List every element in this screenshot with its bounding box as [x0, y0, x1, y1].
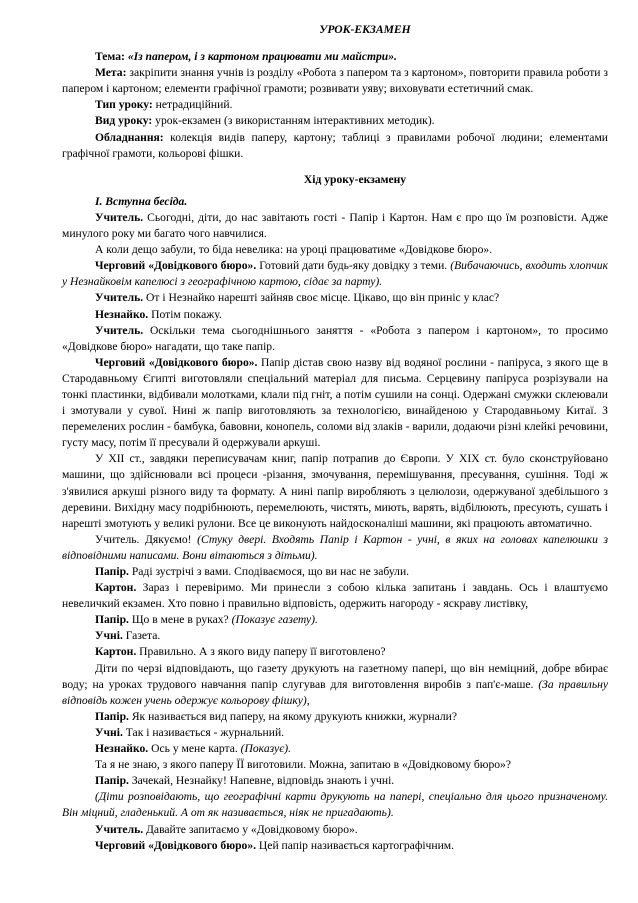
- dialog-text: Оскільки тема сьогоднішнього заняття - «Робота з папером і картоном», то просимо «Довідкове бюро» нагадати, що таке папір.: [62, 323, 608, 353]
- lesson-kind-value: урок-екзамен (з використанням інтерактивних методик).: [155, 114, 435, 128]
- dialog: [62, 210, 608, 854]
- speaker-label: Учитель.: [95, 210, 144, 224]
- dialog-paragraph: [62, 661, 608, 709]
- speaker-label: Картон.: [95, 645, 137, 659]
- speaker-label: Папір.: [95, 565, 129, 578]
- speaker-label: Учитель.: [95, 323, 144, 337]
- lesson-kind-label: Вид уроку:: [95, 114, 153, 128]
- speaker-label: Учитель.: [95, 291, 144, 305]
- dialog-paragraph: [62, 612, 608, 628]
- stage-remark: (Показує газету).: [231, 613, 318, 627]
- lesson-type-label: Тип уроку:: [95, 98, 153, 112]
- speaker-label: Незнайко.: [95, 307, 149, 321]
- dialog-paragraph: [62, 741, 608, 757]
- dialog-text: Готовий дати будь-яку довідку з теми.: [259, 259, 448, 273]
- speaker-label: Черговий «Довідкового бюро».: [95, 259, 257, 273]
- dialog-paragraph: [62, 725, 608, 741]
- dialog-text: Та я не знаю, з якого паперу ЇЇ виготовили. Можна, запитаю в «Довідковому бюро»?: [95, 758, 511, 772]
- stage-remark: (Діти розповідають, що географічні карти друкують на папері, спеціально для цього призначеному. Він міцний, гладенький. А от як називається, ніяк не пригадають).: [62, 790, 608, 820]
- stage-remark: (За правильну відповідь кожен учень одержує кольорову фішку),: [62, 677, 608, 707]
- dialog-paragraph: [62, 644, 608, 660]
- dialog-text: Як називається вид паперу, на якому друкують книжки, журнали?: [131, 709, 457, 723]
- dialog-text: Потім покажу.: [151, 307, 222, 321]
- speaker-label: Незнайко.: [95, 742, 149, 756]
- dialog-text: Так і називається - журнальний.: [125, 725, 285, 739]
- equipment-label: Обладнання:: [95, 130, 164, 144]
- dialog-text: Учитель. Дякуємо!: [95, 532, 192, 546]
- dialog-text: Сьогодні, діти, до нас завітають гості - Папір і Картон. Нам є про що їм розповісти. Адже минулого року ми багато чого навчилися.: [62, 210, 608, 241]
- dialog-text: Зараз і перевіримо. Ми принесли з собою кілька запитань і завдань. Ось і влаштуємо невеличкий екзамен. Хто повно і правильно відповість, одержить нагороду - яскраву листівку,: [62, 581, 608, 611]
- speaker-label: Черговий «Довідкового бюро».: [95, 355, 258, 369]
- dialog-text: Раді зустрічі з вами. Сподіваємося, що ви нас не забули.: [131, 565, 410, 578]
- goal-value: закріпити знання учнів із розділу «Робота з папером та з картоном», повторити правила роботи з папером і картоном; елементи графічної грамоти; розвивати уяву; виховувати естетичний смак.: [62, 66, 608, 96]
- dialog-paragraph: [62, 258, 608, 290]
- dialog-text: От і Незнайко нарешті зайняв своє місце. Цікаво, що він приніс у клас?: [146, 291, 500, 305]
- speaker-label: Папір.: [95, 709, 129, 723]
- dialog-paragraph: [62, 757, 608, 773]
- dialog-paragraph: [62, 307, 608, 323]
- speaker-label: Черговий «Довідкового бюро».: [95, 838, 257, 852]
- dialog-text: Правильно. А з якого виду паперу її виготовлено?: [139, 645, 386, 659]
- dialog-text: Ось у мене карта.: [151, 742, 238, 756]
- goal-label: Мета:: [95, 66, 127, 80]
- speaker-label: Учитель.: [95, 822, 144, 836]
- dialog-paragraph: [62, 628, 608, 644]
- dialog-paragraph: [62, 789, 608, 821]
- dialog-text: А коли дещо забули, то біда невелика: на уроці працюватиме «Довідкове бюро».: [95, 243, 493, 257]
- dialog-text: У XII ст., завдяки переписувачам книг, папір потрапив до Європи. У XIX ст. було сконструйовано машини, що здійснювали всі процеси -різання, змочування, перемішування, пресування, сушіння. Тоді ж з'явилися аркуші різного виду та формату. А нині папір виробляють з целюлози, одержуваної здебільшого з деревини. Вихідну масу подрібнюють, перемелюють, чистять, миють, варять, відбілюють, пресують, сушать і нарешті змотують у великі рулони. Все це виконують найдосконаліші машини, які працюють автоматично.: [62, 452, 608, 530]
- dialog-paragraph: [62, 290, 608, 306]
- dialog-paragraph: [62, 580, 608, 612]
- dialog-paragraph: [62, 838, 608, 854]
- course-title: Хід уроку-екзамену: [303, 172, 407, 186]
- lesson-type-line: [62, 97, 608, 113]
- lesson-type-value: нетрадиційний.: [155, 98, 233, 112]
- dialog-text: Давайте запитаємо у «Довідковому бюро».: [146, 822, 358, 836]
- dialog-paragraph: [62, 355, 608, 452]
- dialog-text: Цей папір називається картографічним.: [258, 838, 455, 852]
- dialog-text: Що в мене в руках?: [131, 613, 229, 627]
- document-title: УРОК-ЕКЗАМЕН: [319, 23, 411, 36]
- speaker-label: Папір.: [95, 613, 129, 627]
- speaker-label: Картон.: [95, 581, 137, 595]
- topic-line: [62, 49, 608, 65]
- dialog-text: Газета.: [125, 629, 161, 643]
- dialog-text: Зачекай, Незнайку! Напевне, відповідь знають і учні.: [131, 774, 395, 788]
- dialog-paragraph: [62, 532, 608, 564]
- dialog-paragraph: [62, 451, 608, 531]
- dialog-paragraph: [62, 210, 608, 242]
- stage-remark: (Показує).: [240, 742, 292, 756]
- stage-remark: (Вибачаючись, входить хлопчик у Незнайковім капелюсі з географічною картою, сідає за парту).: [62, 259, 608, 289]
- dialog-text: Папір дістав свою назву від водяної рослини - папіруса, з якого ще в Стародавньому Єгипті виготовляли спеціальний матеріал для письма. Серцевину папіруса розрізували на тонкі пластинки, відбивали молотками, клали під гніт, а потім сушили на сонці. Одержані смужки склеювали і змотували у сувої. Нині ж папір виготовляють за технологією, винайденою у Стародавньому Китаї. З перемелених рослин - бамбука, бавовни, конопель, соломи від злаків - варили, додаючи різні клейкі речовини, густу масу, потім її пресували й одержували аркуші.: [62, 355, 608, 450]
- dialog-paragraph: [62, 709, 608, 725]
- equipment-value: колекція видів паперу, картону; таблиці з правилами робочої людини; елементами графічної грамоти, кольорові фішки.: [62, 130, 608, 160]
- dialog-paragraph: [62, 822, 608, 838]
- speaker-label: Учні.: [95, 725, 123, 739]
- topic-label: Тема:: [95, 50, 125, 64]
- equipment-line: [62, 130, 608, 162]
- section-title: І. Вступна бесіда.: [95, 194, 188, 208]
- dialog-paragraph: [62, 242, 608, 258]
- speaker-label: Папір.: [95, 774, 129, 788]
- dialog-paragraph: [62, 564, 608, 580]
- dialog-paragraph: [62, 323, 608, 355]
- goal-line: [62, 65, 608, 97]
- speaker-label: Учні.: [95, 629, 123, 643]
- lesson-kind-line: [62, 113, 608, 129]
- stage-remark: (Стуку двері. Входять Папір і Картон - учні, в яких на головах капелюшки з відповідними написами. Вони вітаються з дітьми).: [62, 532, 608, 562]
- dialog-paragraph: [62, 773, 608, 789]
- topic-value: «Із папером, і з картоном працювати ми майстри».: [127, 50, 397, 64]
- dialog-text: Діти по черзі відповідають, що газету друкують на газетному папері, що він неміцний, добре вбирає воду; на уроках трудового навчання папір слугував для виготовлення виробів з пап'є-маше.: [62, 661, 608, 691]
